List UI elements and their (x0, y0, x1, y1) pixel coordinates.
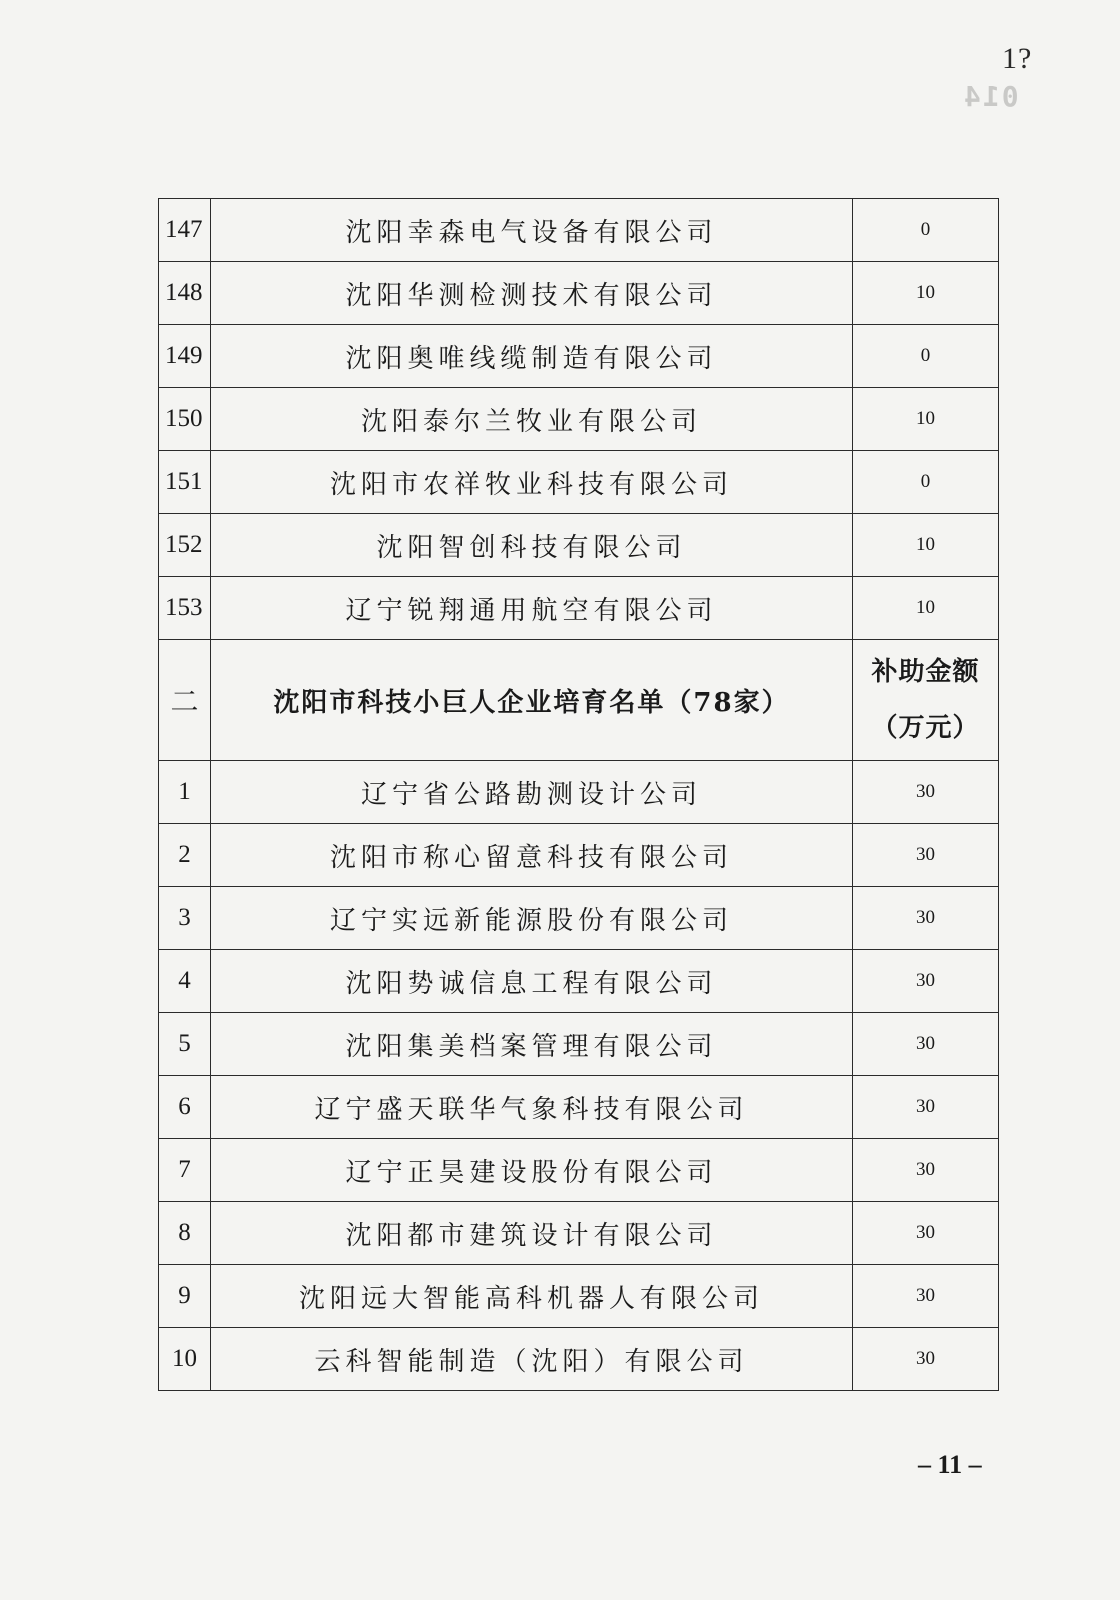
table-row (159, 824, 999, 887)
company-name: 辽宁省公路勘测设计公司 (211, 761, 853, 824)
table-row (159, 1076, 999, 1139)
company-name: 沈阳集美档案管理有限公司 (211, 1013, 853, 1076)
table-row (159, 950, 999, 1013)
table-row (159, 1328, 999, 1391)
subsidy-amount: 30 (853, 824, 999, 887)
subsidy-amount: 10 (853, 262, 999, 325)
subsidy-amount: 30 (853, 1139, 999, 1202)
table-row (159, 1013, 999, 1076)
subsidy-amount: 30 (853, 1265, 999, 1328)
subsidy-amount: 0 (853, 325, 999, 388)
company-name: 辽宁正昊建设股份有限公司 (211, 1139, 853, 1202)
row-index: 153 (159, 577, 211, 640)
row-index: 149 (159, 325, 211, 388)
subsidy-amount: 10 (853, 577, 999, 640)
row-index: 7 (159, 1139, 211, 1202)
amount-header-line2: （万元） (871, 713, 980, 743)
enterprise-subsidy-table (158, 198, 999, 1391)
table-row (159, 1202, 999, 1265)
row-index: 10 (159, 1328, 211, 1391)
subsidy-amount: 0 (853, 199, 999, 262)
subsidy-amount: 30 (853, 1202, 999, 1265)
company-name: 沈阳幸森电气设备有限公司 (211, 199, 853, 262)
subsidy-amount: 30 (853, 761, 999, 824)
subsidy-amount: 30 (853, 1013, 999, 1076)
row-index: 8 (159, 1202, 211, 1265)
row-index: 2 (159, 824, 211, 887)
subsidy-amount: 30 (853, 1328, 999, 1391)
row-index: 152 (159, 514, 211, 577)
table-row (159, 514, 999, 577)
corner-page-mark: 1? (1002, 42, 1033, 75)
company-name: 沈阳泰尔兰牧业有限公司 (211, 388, 853, 451)
row-index: 150 (159, 388, 211, 451)
section-header-row (159, 640, 999, 761)
table-row (159, 761, 999, 824)
company-name: 沈阳市称心留意科技有限公司 (211, 824, 853, 887)
row-index: 4 (159, 950, 211, 1013)
table-row (159, 325, 999, 388)
row-index: 151 (159, 451, 211, 514)
table-row (159, 199, 999, 262)
table-row (159, 451, 999, 514)
faded-stamp-number: 014 (962, 80, 1019, 113)
table-row (159, 1265, 999, 1328)
company-name: 沈阳远大智能高科机器人有限公司 (211, 1265, 853, 1328)
subsidy-amount: 30 (853, 950, 999, 1013)
table-row (159, 1139, 999, 1202)
row-index: 147 (159, 199, 211, 262)
row-index: 3 (159, 887, 211, 950)
table-row (159, 388, 999, 451)
row-index: 6 (159, 1076, 211, 1139)
table-row (159, 577, 999, 640)
company-name: 辽宁盛天联华气象科技有限公司 (211, 1076, 853, 1139)
company-name: 辽宁锐翔通用航空有限公司 (211, 577, 853, 640)
subsidy-amount: 10 (853, 514, 999, 577)
row-index: 148 (159, 262, 211, 325)
section-index: 二 (159, 640, 211, 761)
section-title: 沈阳市科技小巨人企业培育名单（78家） (211, 640, 853, 761)
table-row (159, 262, 999, 325)
company-name: 辽宁实远新能源股份有限公司 (211, 887, 853, 950)
company-name: 沈阳势诚信息工程有限公司 (211, 950, 853, 1013)
row-index: 9 (159, 1265, 211, 1328)
company-name: 沈阳市农祥牧业科技有限公司 (211, 451, 853, 514)
page-number: – 11 – (918, 1450, 982, 1479)
row-index: 1 (159, 761, 211, 824)
row-index: 5 (159, 1013, 211, 1076)
subsidy-amount: 10 (853, 388, 999, 451)
subsidy-amount: 30 (853, 887, 999, 950)
company-name: 沈阳奥唯线缆制造有限公司 (211, 325, 853, 388)
subsidy-amount: 30 (853, 1076, 999, 1139)
subsidy-amount: 0 (853, 451, 999, 514)
table-row (159, 887, 999, 950)
amount-column-header (853, 640, 999, 761)
company-name: 云科智能制造（沈阳）有限公司 (211, 1328, 853, 1391)
company-name: 沈阳都市建筑设计有限公司 (211, 1202, 853, 1265)
company-name: 沈阳华测检测技术有限公司 (211, 262, 853, 325)
company-name: 沈阳智创科技有限公司 (211, 514, 853, 577)
amount-header-line1: 补助金额 (871, 657, 980, 687)
